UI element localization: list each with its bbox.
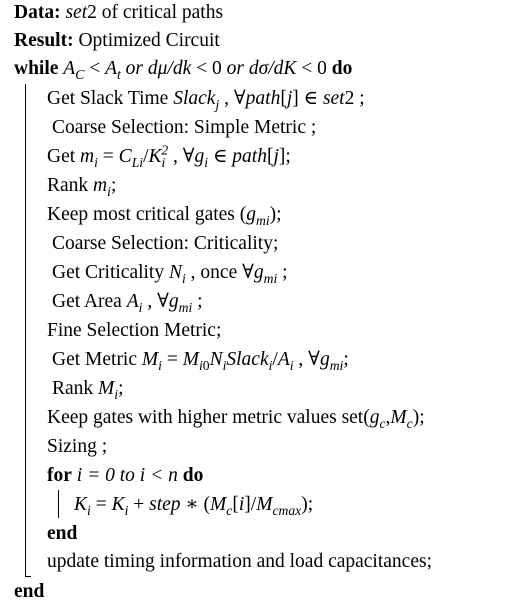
algo-line-fine-selection: Fine Selection Metric; (47, 320, 222, 341)
algo-line-get-area: Get Area $A_i$ , $\forall g_{mi}$ ; (52, 291, 203, 315)
algo-line-get-metric: Get Metric $M_i$ = $M_{i0}N_iSlack_i/A_i$ , $\forall g_{mi}$; (52, 349, 349, 373)
algo-line-rank-mi: Rank $m_i$; (47, 175, 117, 199)
while-dsigma-dk: dσ/dK (243, 58, 297, 79)
data-description: 2 of critical paths (87, 2, 224, 23)
keyword-end-for: end (47, 523, 78, 544)
while-dmu-dk: dμ/dk (147, 58, 192, 79)
algo-line-keep-gates: Keep gates with higher metric values $set(g_c,M_c)$; (47, 407, 425, 431)
while-block-bar (25, 84, 26, 576)
keyword-while: while (14, 58, 59, 79)
algo-line-slack: Get Slack Time Slack$_j$ , ∀path[j] ∈ set2 ; (47, 88, 365, 112)
algo-line-result (14, 29, 220, 53)
while-lt-zero-1: < 0 (191, 58, 227, 79)
while-block-tick (25, 576, 31, 577)
algo-line-end-while (14, 580, 44, 604)
algo-line-keep-critical: Keep most critical gates $(g_{mi})$; (47, 204, 282, 228)
while-lt-1: < (84, 58, 106, 79)
algo-line-coarse-simple: Coarse Selection: Simple Metric ; (52, 117, 317, 138)
keyword-do: do (331, 58, 353, 79)
algo-line-while (14, 57, 352, 81)
algo-line-coarse-criticality: Coarse Selection: Criticality; (52, 233, 279, 254)
while-lt-zero-2: < 0 (296, 58, 332, 79)
for-block-bar (58, 490, 59, 518)
algo-line-sizing: Sizing ; (47, 436, 108, 457)
algo-line-for (47, 464, 203, 488)
keyword-data: Data: (14, 2, 61, 23)
algo-line-inner-update: $K_i = K_i$ + step ∗ $(M_c[i]/M_{cmax})$; (74, 494, 314, 518)
keyword-for-do: do (182, 465, 204, 486)
algo-line-data (14, 1, 223, 25)
data-set-name: set (65, 2, 88, 23)
while-cond-ac: $A_C$ (63, 58, 85, 82)
for-condition: i = 0 to i < n (76, 465, 178, 486)
while-cond-at: $A_t$ (105, 58, 121, 82)
result-description: Optimized Circuit (78, 30, 220, 51)
algo-line-update-timing: update timing information and load capacitances; (47, 551, 432, 572)
algo-line-end-for (47, 522, 77, 546)
algo-line-rank-Mi: Rank $M_i$; (52, 378, 124, 402)
while-or-2: or (226, 58, 244, 79)
keyword-result: Result: (14, 30, 74, 51)
keyword-end-while: end (14, 581, 45, 602)
algo-line-get-criticality: Get Criticality $N_i$ , once $\forall g_{mi}$ ; (52, 262, 288, 286)
while-or-1: or (120, 58, 148, 79)
keyword-for: for (47, 465, 72, 486)
algo-line-get-mi: Get $m_i = C_{Li}/K_i^2$ , $\forall g_i$ ∈ path[j]; (47, 142, 291, 170)
